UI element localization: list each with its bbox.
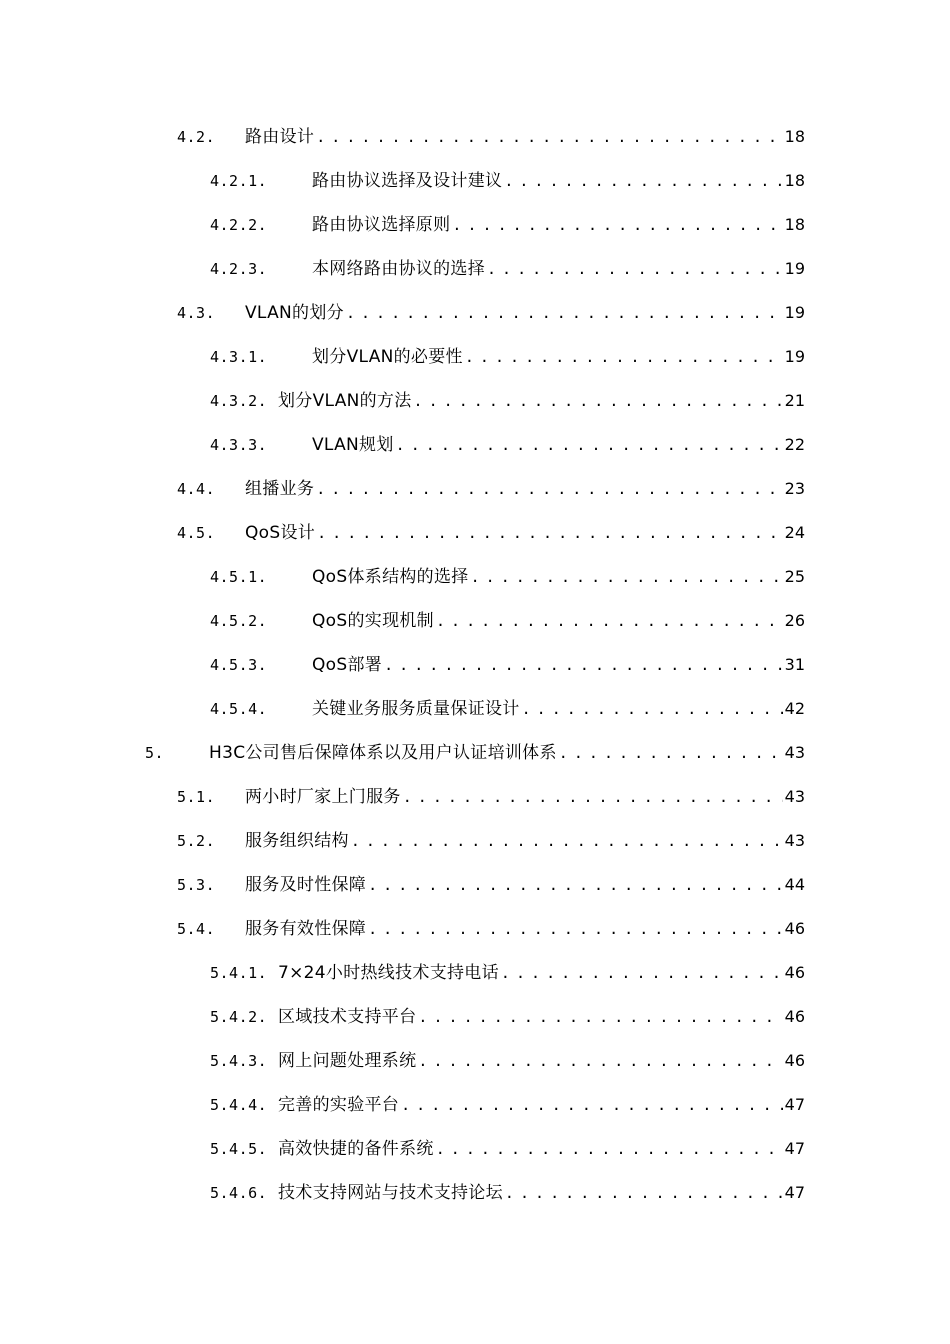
toc-entry[interactable] <box>0 873 805 897</box>
toc-entry[interactable] <box>0 301 805 325</box>
toc-entry-title: VLAN规划 <box>312 435 394 455</box>
toc-entry-page: 19 <box>784 347 805 366</box>
toc-entry[interactable] <box>0 609 805 633</box>
toc-entry[interactable] <box>0 521 805 545</box>
toc-entry-title: 本网络路由协议的选择 <box>312 259 485 279</box>
toc-entry-number: 5.3. <box>177 876 216 894</box>
toc-entry-title: QoS部署 <box>312 655 383 675</box>
toc-entry[interactable] <box>0 389 805 413</box>
toc-entry-title: 7×24小时热线技术支持电话 <box>278 963 499 983</box>
toc-entry-number: 4.3.2. <box>210 392 268 410</box>
toc-entry-number: 4.5.2. <box>210 612 268 630</box>
toc-entry-number: 5.4.6. <box>210 1184 268 1202</box>
toc-entry[interactable] <box>0 1093 805 1117</box>
toc-entry-number: 4.2.3. <box>210 260 268 278</box>
toc-entry-page: 19 <box>784 259 805 278</box>
toc-entry-title: 完善的实验平台 <box>278 1095 400 1115</box>
toc-leader-dots <box>316 125 782 149</box>
toc-entry-page: 18 <box>784 127 805 146</box>
toc-leader-dots <box>346 301 783 325</box>
toc-entry-number: 4.3. <box>177 304 216 322</box>
toc-leader-dots <box>505 1181 783 1205</box>
toc-entry-number: 5.4.4. <box>210 1096 268 1114</box>
toc-entry[interactable] <box>0 1181 805 1205</box>
toc-entry-title: 区域技术支持平台 <box>278 1007 417 1027</box>
toc-entry[interactable] <box>0 257 805 281</box>
toc-entry-number: 5.4.2. <box>210 1008 268 1026</box>
toc-entry-number: 4.3.1. <box>210 348 268 366</box>
toc-leader-dots <box>418 1005 782 1029</box>
toc-leader-dots <box>403 785 783 809</box>
toc-entry[interactable] <box>0 125 805 149</box>
toc-entry[interactable] <box>0 653 805 677</box>
toc-entry-number: 4.5.4. <box>210 700 268 718</box>
toc-leader-dots <box>414 389 783 413</box>
toc-entry[interactable] <box>0 169 805 193</box>
toc-leader-dots <box>452 213 782 237</box>
toc-entry-page: 46 <box>784 963 805 982</box>
toc-entry[interactable] <box>0 1049 805 1073</box>
toc-entry[interactable] <box>0 477 805 501</box>
toc-leader-dots <box>559 741 783 765</box>
toc-entry-page: 25 <box>784 567 805 586</box>
toc-entry-title: 服务组织结构 <box>245 831 349 851</box>
toc-entry[interactable] <box>0 1137 805 1161</box>
toc-entry-title: 关键业务服务质量保证设计 <box>312 699 520 719</box>
toc-entry-title: 网上问题处理系统 <box>278 1051 417 1071</box>
toc-entry-title: 服务及时性保障 <box>245 875 367 895</box>
toc-entry[interactable] <box>0 697 805 721</box>
toc-entry-number: 4.2.2. <box>210 216 268 234</box>
toc-entry-page: 43 <box>784 831 805 850</box>
toc-entry-page: 23 <box>784 479 805 498</box>
toc-entry[interactable] <box>0 433 805 457</box>
toc-leader-dots <box>396 433 783 457</box>
toc-entry-number: 5.4.5. <box>210 1140 268 1158</box>
toc-leader-dots <box>418 1049 782 1073</box>
toc-entry-page: 47 <box>784 1183 805 1202</box>
toc-entry[interactable] <box>0 961 805 985</box>
toc-leader-dots <box>487 257 783 281</box>
toc-entry-title: 两小时厂家上门服务 <box>245 787 401 807</box>
toc-leader-dots <box>471 565 783 589</box>
toc-entry[interactable] <box>0 565 805 589</box>
toc-entry-number: 4.3.3. <box>210 436 268 454</box>
toc-leader-dots <box>436 609 783 633</box>
toc-entry-number: 4.4. <box>177 480 216 498</box>
toc-entry-page: 43 <box>784 787 805 806</box>
toc-entry-page: 42 <box>784 699 805 718</box>
toc-entry-page: 22 <box>784 435 805 454</box>
toc-leader-dots <box>317 521 783 545</box>
toc-entry[interactable] <box>0 213 805 237</box>
toc-entry[interactable] <box>0 741 805 765</box>
toc-entry-title: H3C公司售后保障体系以及用户认证培训体系 <box>209 743 557 763</box>
toc-entry-number: 4.5.3. <box>210 656 268 674</box>
toc-entry-page: 46 <box>784 1051 805 1070</box>
toc-leader-dots <box>465 345 783 369</box>
toc-entry-number: 5. <box>145 744 165 762</box>
toc-entry-number: 5.1. <box>177 788 216 806</box>
toc-leader-dots <box>436 1137 783 1161</box>
toc-entry-number: 5.4.3. <box>210 1052 268 1070</box>
toc-entry-title: 路由协议选择及设计建议 <box>312 171 503 191</box>
toc-leader-dots <box>368 917 783 941</box>
toc-entry-page: 43 <box>784 743 805 762</box>
toc-entry-title: 划分VLAN的必要性 <box>312 347 463 367</box>
toc-entry-page: 46 <box>784 919 805 938</box>
toc-entry-title: 高效快捷的备件系统 <box>278 1139 434 1159</box>
toc-entry[interactable] <box>0 917 805 941</box>
toc-entry-page: 31 <box>784 655 805 674</box>
toc-entry-number: 5.4. <box>177 920 216 938</box>
toc-entry[interactable] <box>0 1005 805 1029</box>
toc-entry-title: 技术支持网站与技术支持论坛 <box>278 1183 503 1203</box>
toc-entry[interactable] <box>0 785 805 809</box>
toc-entry-title: 组播业务 <box>245 479 315 499</box>
toc-entry-number: 4.2. <box>177 128 216 146</box>
toc-entry-number: 4.5.1. <box>210 568 268 586</box>
toc-entry-page: 46 <box>784 1007 805 1026</box>
toc-leader-dots <box>384 653 783 677</box>
toc-entry-number: 5.4.1. <box>210 964 268 982</box>
toc-entry-page: 21 <box>784 391 805 410</box>
toc-entry-page: 26 <box>784 611 805 630</box>
toc-entry-page: 47 <box>784 1095 805 1114</box>
toc-entry-page: 19 <box>784 303 805 322</box>
toc-entry-number: 4.2.1. <box>210 172 268 190</box>
toc-entry-title: QoS体系结构的选择 <box>312 567 469 587</box>
toc-entry-title: VLAN的划分 <box>245 303 344 323</box>
toc-entry-title: 划分VLAN的方法 <box>278 391 412 411</box>
toc-entry-title: QoS的实现机制 <box>312 611 434 631</box>
toc-leader-dots <box>316 477 782 501</box>
toc-entry-title: QoS设计 <box>245 523 316 543</box>
toc-entry-page: 44 <box>784 875 805 894</box>
toc-leader-dots <box>522 697 783 721</box>
toc-entry-page: 18 <box>784 215 805 234</box>
toc-leader-dots <box>368 873 783 897</box>
toc-entry-number: 4.5. <box>177 524 216 542</box>
toc-leader-dots <box>401 1093 783 1117</box>
toc-entry-page: 24 <box>784 523 805 542</box>
toc-entry[interactable] <box>0 829 805 853</box>
toc-entry-number: 5.2. <box>177 832 216 850</box>
toc-leader-dots <box>504 169 782 193</box>
toc-leader-dots <box>351 829 783 853</box>
toc-entry-page: 18 <box>784 171 805 190</box>
toc-leader-dots <box>501 961 783 985</box>
toc-entry-title: 路由设计 <box>245 127 315 147</box>
toc-entry-title: 路由协议选择原则 <box>312 215 451 235</box>
toc-entry[interactable] <box>0 345 805 369</box>
toc-entry-title: 服务有效性保障 <box>245 919 367 939</box>
toc-entry-page: 47 <box>784 1139 805 1158</box>
